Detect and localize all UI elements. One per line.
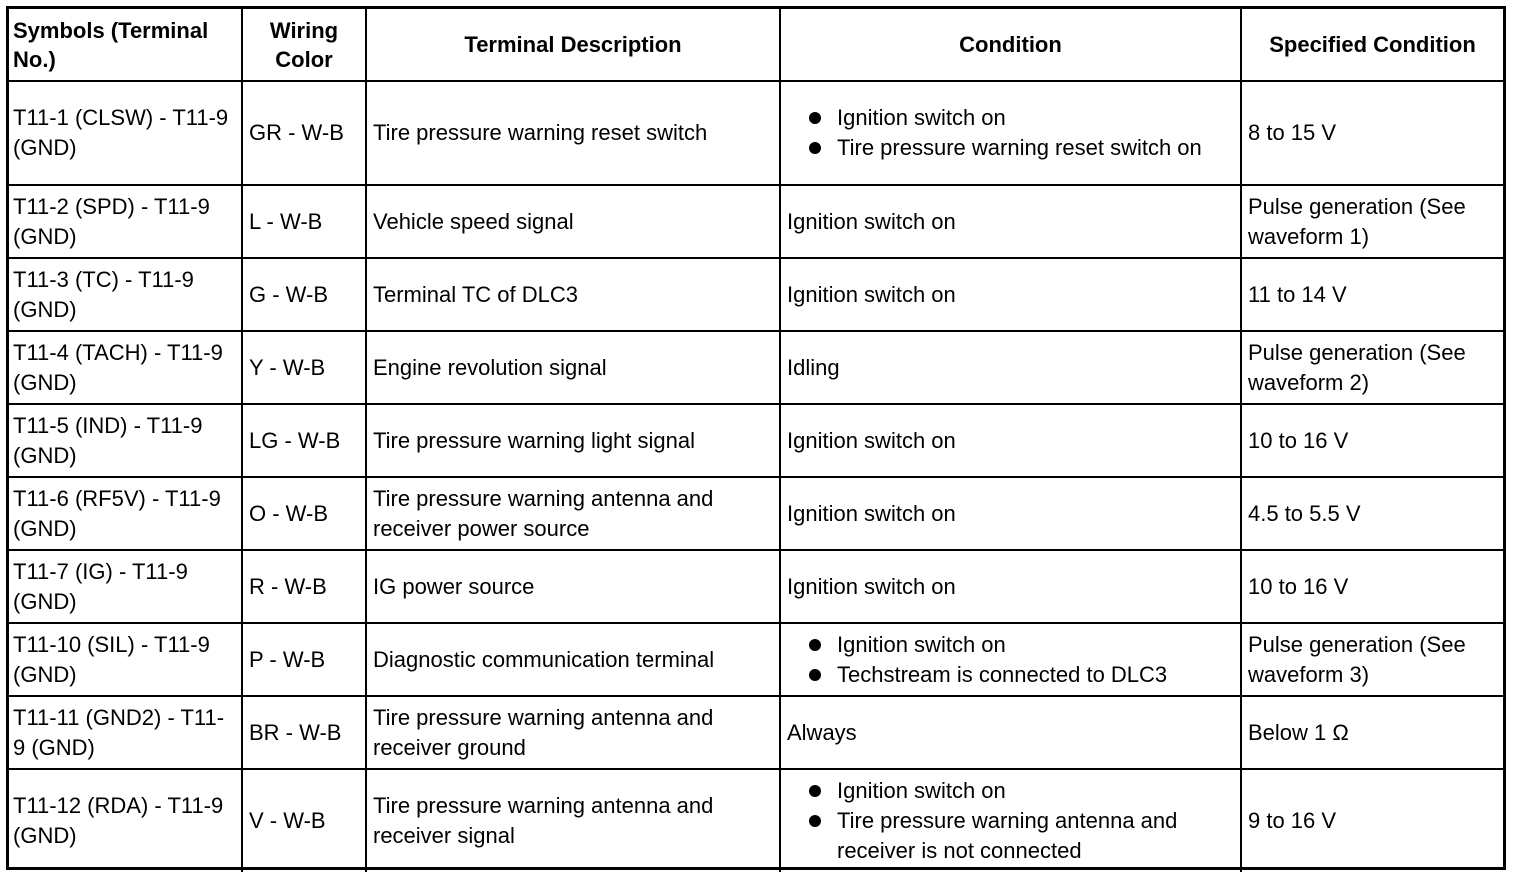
cell-specified-condition: 4.5 to 5.5 V (1241, 477, 1503, 550)
cell-terminal-description: IG power source (366, 550, 780, 623)
header-wiring-color: Wiring Color (242, 9, 366, 81)
cell-symbols: T11-10 (SIL) - T11-9 (GND) (9, 623, 242, 696)
cell-symbols: T11-7 (IG) - T11-9 (GND) (9, 550, 242, 623)
cell-symbols: T11-11 (GND2) - T11-9 (GND) (9, 696, 242, 769)
condition-bullet-list (787, 630, 1234, 690)
cell-terminal-description: Engine revolution signal (366, 331, 780, 404)
cell-specified-condition: Pulse generation (See waveform 3) (1241, 623, 1503, 696)
cell-symbols: T11-12 (RDA) - T11-9 (GND) (9, 769, 242, 872)
cell-wiring-color: GR - W-B (242, 81, 366, 185)
cell-condition: Ignition switch on (780, 404, 1241, 477)
table-row (9, 550, 1503, 623)
condition-bullet-item: Ignition switch on (787, 630, 1234, 660)
cell-symbols: T11-5 (IND) - T11-9 (GND) (9, 404, 242, 477)
cell-terminal-description: Tire pressure warning reset switch (366, 81, 780, 185)
cell-symbols: T11-4 (TACH) - T11-9 (GND) (9, 331, 242, 404)
cell-wiring-color: Y - W-B (242, 331, 366, 404)
cell-terminal-description: Tire pressure warning light signal (366, 404, 780, 477)
cell-specified-condition: Pulse generation (See waveform 2) (1241, 331, 1503, 404)
table-row (9, 331, 1503, 404)
cell-condition: Always (780, 696, 1241, 769)
cell-specified-condition: 11 to 14 V (1241, 258, 1503, 331)
cell-terminal-description: Tire pressure warning antenna and receiver power source (366, 477, 780, 550)
header-specified-condition: Specified Condition (1241, 9, 1503, 81)
header-symbols: Symbols (Terminal No.) (9, 9, 242, 81)
cell-wiring-color: LG - W-B (242, 404, 366, 477)
cell-specified-condition: 9 to 16 V (1241, 769, 1503, 872)
cell-wiring-color: O - W-B (242, 477, 366, 550)
terminal-specification-table (9, 9, 1503, 872)
table-row (9, 769, 1503, 872)
cell-wiring-color: V - W-B (242, 769, 366, 872)
cell-specified-condition: 8 to 15 V (1241, 81, 1503, 185)
cell-wiring-color: R - W-B (242, 550, 366, 623)
cell-condition: Ignition switch on (780, 477, 1241, 550)
cell-condition: Ignition switch on (780, 550, 1241, 623)
cell-symbols: T11-1 (CLSW) - T11-9 (GND) (9, 81, 242, 185)
table-row (9, 696, 1503, 769)
header-terminal-description: Terminal Description (366, 9, 780, 81)
cell-symbols: T11-3 (TC) - T11-9 (GND) (9, 258, 242, 331)
condition-bullet-item: Tire pressure warning reset switch on (787, 133, 1234, 163)
table-row (9, 623, 1503, 696)
cell-condition (780, 769, 1241, 872)
table-row (9, 477, 1503, 550)
cell-wiring-color: L - W-B (242, 185, 366, 258)
table-row (9, 404, 1503, 477)
condition-bullet-item: Techstream is connected to DLC3 (787, 660, 1234, 690)
header-condition: Condition (780, 9, 1241, 81)
table-row (9, 258, 1503, 331)
cell-specified-condition: 10 to 16 V (1241, 404, 1503, 477)
cell-terminal-description: Diagnostic communication terminal (366, 623, 780, 696)
cell-terminal-description: Tire pressure warning antenna and receiver signal (366, 769, 780, 872)
cell-terminal-description: Tire pressure warning antenna and receiver ground (366, 696, 780, 769)
condition-bullet-item: Ignition switch on (787, 776, 1234, 806)
cell-terminal-description: Vehicle speed signal (366, 185, 780, 258)
cell-specified-condition: 10 to 16 V (1241, 550, 1503, 623)
cell-wiring-color: G - W-B (242, 258, 366, 331)
cell-symbols: T11-2 (SPD) - T11-9 (GND) (9, 185, 242, 258)
terminal-table-frame (6, 6, 1506, 870)
cell-condition (780, 81, 1241, 185)
condition-bullet-item: Tire pressure warning antenna and receiver is not connected (787, 806, 1234, 866)
table-header-row (9, 9, 1503, 81)
cell-condition: Idling (780, 331, 1241, 404)
cell-wiring-color: BR - W-B (242, 696, 366, 769)
condition-bullet-list (787, 103, 1234, 163)
condition-bullet-item: Ignition switch on (787, 103, 1234, 133)
cell-specified-condition: Pulse generation (See waveform 1) (1241, 185, 1503, 258)
cell-specified-condition: Below 1 Ω (1241, 696, 1503, 769)
cell-condition: Ignition switch on (780, 258, 1241, 331)
cell-condition: Ignition switch on (780, 185, 1241, 258)
cell-wiring-color: P - W-B (242, 623, 366, 696)
cell-condition (780, 623, 1241, 696)
table-row (9, 81, 1503, 185)
cell-terminal-description: Terminal TC of DLC3 (366, 258, 780, 331)
table-row (9, 185, 1503, 258)
cell-symbols: T11-6 (RF5V) - T11-9 (GND) (9, 477, 242, 550)
condition-bullet-list (787, 776, 1234, 866)
